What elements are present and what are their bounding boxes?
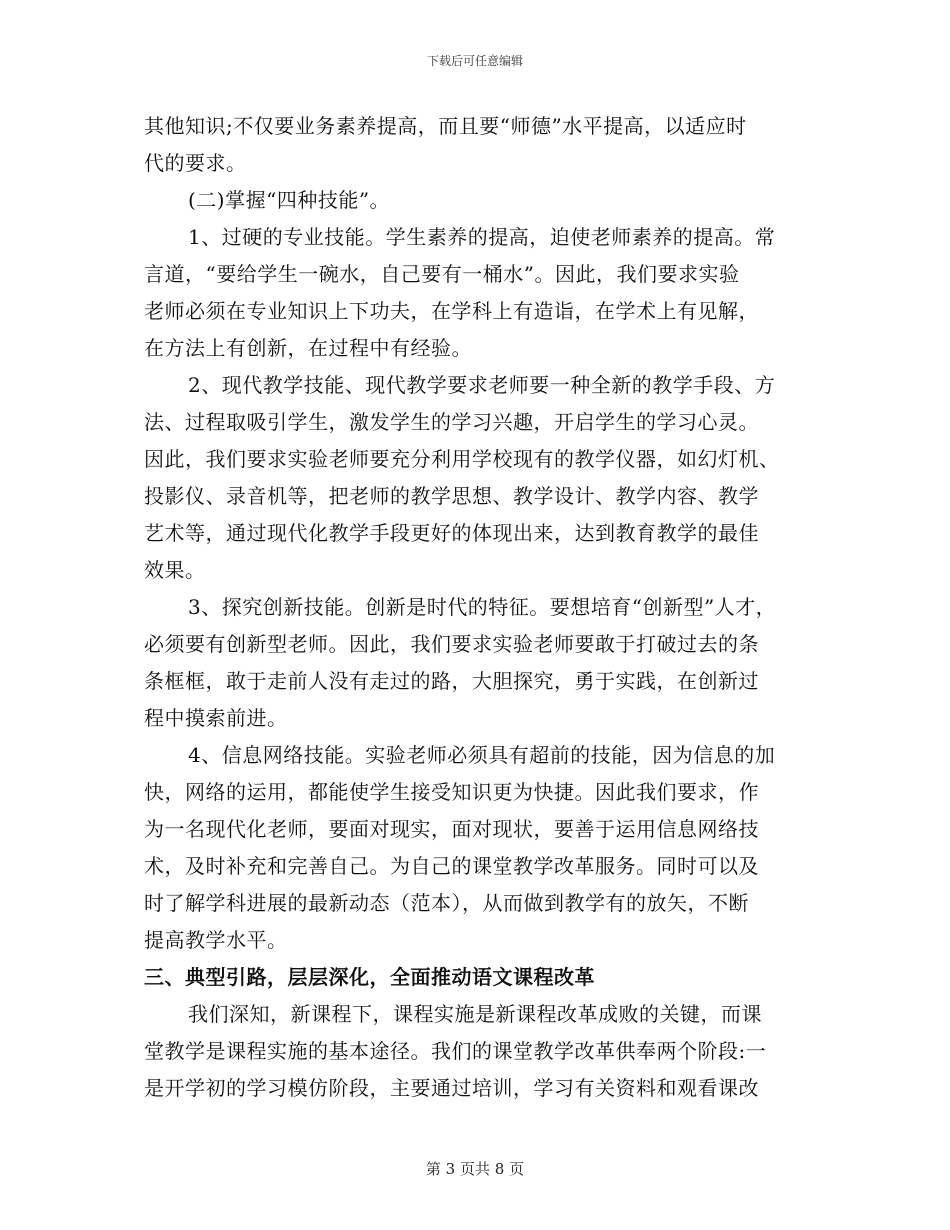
text-line: 快，网络的运用，都能使学生接受知识更为快捷。因此我们要求，作: [144, 780, 759, 804]
text-line: 条框框，敢于走前人没有走过的路，大胆探究，勇于实践，在创新过: [144, 669, 759, 693]
text-line: 堂教学是课程实施的基本途径。我们的课堂教学改革供奉两个阶段:一: [144, 1039, 767, 1063]
text-line: 代的要求。: [144, 151, 247, 175]
text-line: 其他知识;不仅要业务素养提高，而且要“师德”水平提高，以适应时: [144, 114, 747, 138]
page-footer: 第 3 页共 8 页: [425, 1160, 525, 1178]
text-line: 必须要有创新型老师。因此，我们要求实验老师要敢于打破过去的条: [144, 632, 759, 656]
text-line: 效果。: [144, 558, 206, 582]
text-line: 因此，我们要求实验老师要充分利用学校现有的教学仪器，如幻灯机、: [144, 447, 780, 471]
text-line: 是开学初的学习模仿阶段，主要通过培训，学习有关资料和观看课改: [144, 1076, 759, 1100]
text-line: 我们深知，新课程下，课程实施是新课程改革成败的关键，而课: [188, 1002, 762, 1026]
text-line: 1、过硬的专业技能。学生素养的提高，迫使老师素养的提高。常: [188, 225, 776, 249]
document-body: [144, 108, 814, 1107]
section-heading: 三、典型引路，层层深化，全面推动语文课程改革: [144, 965, 595, 989]
section-subheading: (二)掌握“四种技能”。: [188, 188, 391, 212]
text-line: 3、探究创新技能。创新是时代的特征。要想培育“创新型”人才，: [188, 595, 777, 619]
page-header: 下载后可任意编辑: [426, 54, 523, 68]
text-line: 在方法上有创新，在过程中有经验。: [144, 336, 472, 360]
text-line: 言道，“要给学生一碗水，自己要有一桶水”。因此，我们要求实验: [144, 262, 740, 286]
text-line: 老师必须在专业知识上下功夫，在学科上有造诣，在学术上有见解，: [144, 299, 759, 323]
text-line: 投影仪、录音机等，把老师的教学思想、教学设计、教学内容、教学: [144, 484, 759, 508]
text-line: 2、现代教学技能、现代教学要求老师要一种全新的教学手段、方: [188, 373, 776, 397]
text-line: 术，及时补充和完善自己。为自己的课堂教学改革服务。同时可以及: [144, 854, 759, 878]
text-line: 4、信息网络技能。实验老师必须具有超前的技能，因为信息的加: [188, 743, 776, 767]
text-line: 时了解学科进展的最新动态（范本），从而做到教学有的放矢，不断: [144, 891, 749, 915]
text-line: 为一名现代化老师，要面对现实，面对现状，要善于运用信息网络技: [144, 817, 759, 841]
text-line: 艺术等，通过现代化教学手段更好的体现出来，达到教育教学的最佳: [144, 521, 759, 545]
text-line: 程中摸索前进。: [144, 706, 288, 730]
text-line: 法、过程取吸引学生，激发学生的学习兴趣，开启学生的学习心灵。: [144, 410, 759, 434]
text-line: 提高教学水平。: [144, 928, 288, 952]
